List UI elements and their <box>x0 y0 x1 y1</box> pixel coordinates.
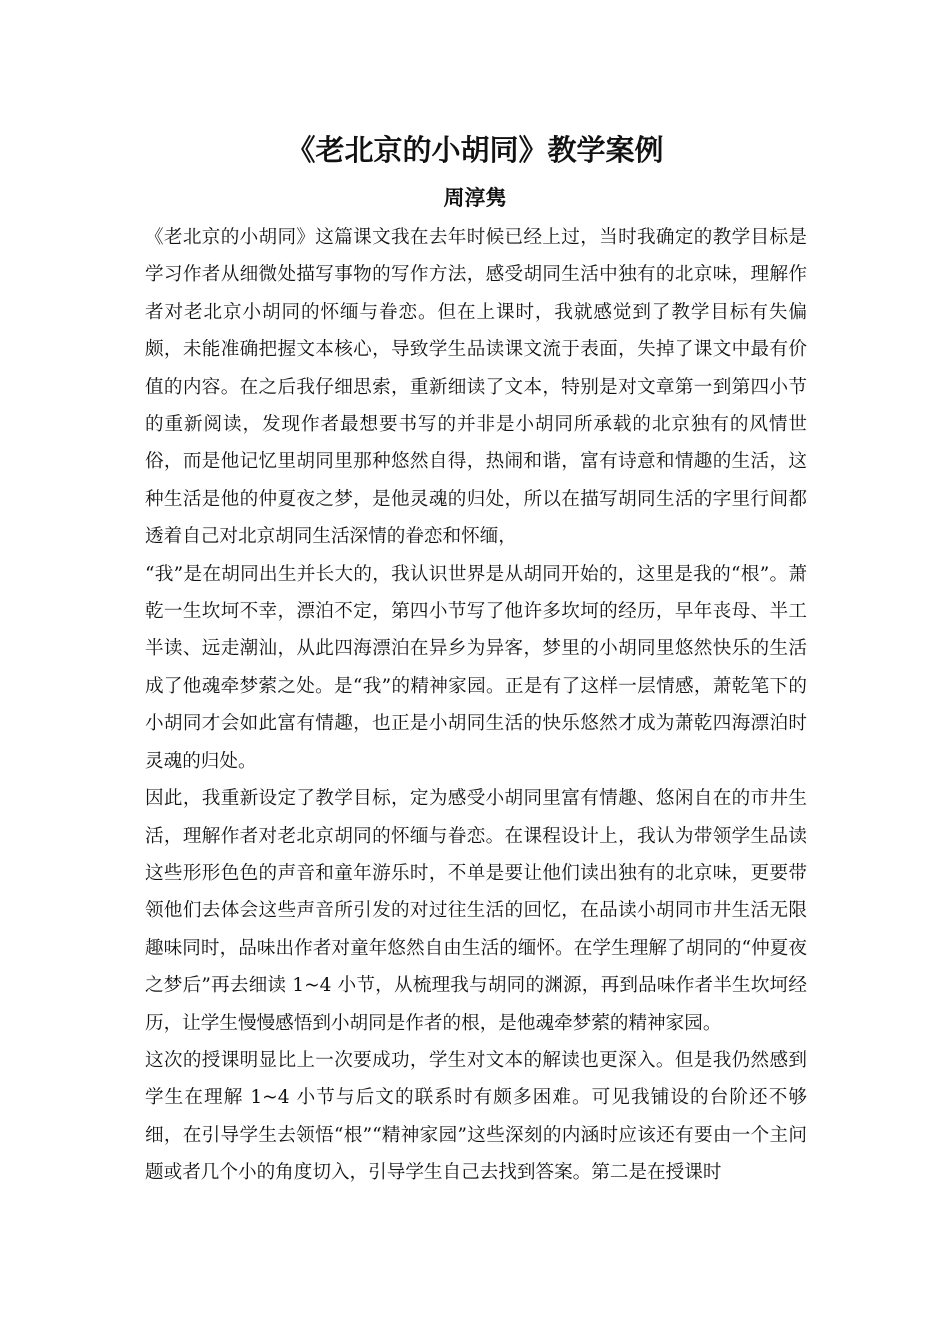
paragraph-3: 因此，我重新设定了教学目标，定为感受小胡同里富有情趣、悠闲自在的市井生活，理解作者对老北京胡同的怀缅与眷恋。在课程设计上，我认为带领学生品读这些形形色色的声音和童年游乐时，不单是要让他们读出独有的北京味，更要带领他们去体会这些声音所引发的对过往生活的回忆，在品读小胡同市井生活无限趣味同时，品味出作者对童年悠然自由生活的缅怀。在学生理解了胡同的“仲夏夜之梦后”再去细读 1~4 小节，从梳理我与胡同的渊源，再到品味作者半生坎坷经历，让学生慢慢感悟到小胡同是作者的根，是他魂牵梦萦的精神家园。 <box>145 788 807 1034</box>
paragraph-2: “我”是在胡同出生并长大的，我认识世界是从胡同开始的，这里是我的“根”。萧乾一生坎坷不幸，漂泊不定，第四小节写了他许多坎坷的经历，早年丧母、半工半读、远走潮汕，从此四海漂泊在异乡为异客，梦里的小胡同里悠然快乐的生活成了他魂牵梦萦之处。是“我”的精神家园。正是有了这样一层情感，萧乾笔下的小胡同才会如此富有情趣，也正是小胡同生活的快乐悠然才成为萧乾四海漂泊时灵魂的归处。 <box>145 563 807 772</box>
document-author: 周淳隽 <box>443 186 507 210</box>
paragraph-4: 这次的授课明显比上一次要成功，学生对文本的解读也更深入。但是我仍然感到学生在理解 1~4 小节与后文的联系时有颇多困难。可见我铺设的台阶还不够细，在引导学生去领悟“根”“精神家园”这些深刻的内涵时应该还有要由一个主问题或者几个小的角度切入，引导学生自己去找到答案。第二是在授课时 <box>145 1049 807 1184</box>
document-title: 《老北京的小胡同》教学案例 <box>286 133 664 167</box>
document-body <box>145 219 807 1192</box>
paragraph-1: 《老北京的小胡同》这篇课文我在去年时候已经上过，当时我确定的教学目标是学习作者从细微处描写事物的写作方法，感受胡同生活中独有的北京味，理解作者对老北京小胡同的怀缅与眷恋。但在上课时，我就感觉到了教学目标有失偏颇，未能准确把握文本核心，导致学生品读课文流于表面，失掉了课文中最有价值的内容。在之后我仔细思索，重新细读了文本，特别是对文章第一到第四小节的重新阅读，发现作者最想要书写的并非是小胡同所承载的北京独有的风情世俗，而是他记忆里胡同里那种悠然自得，热闹和谐，富有诗意和情趣的生活，这种生活是他的仲夏夜之梦，是他灵魂的归处，所以在描写胡同生活的字里行间都透着自己对北京胡同生活深情的眷恋和怀缅， <box>145 227 807 548</box>
